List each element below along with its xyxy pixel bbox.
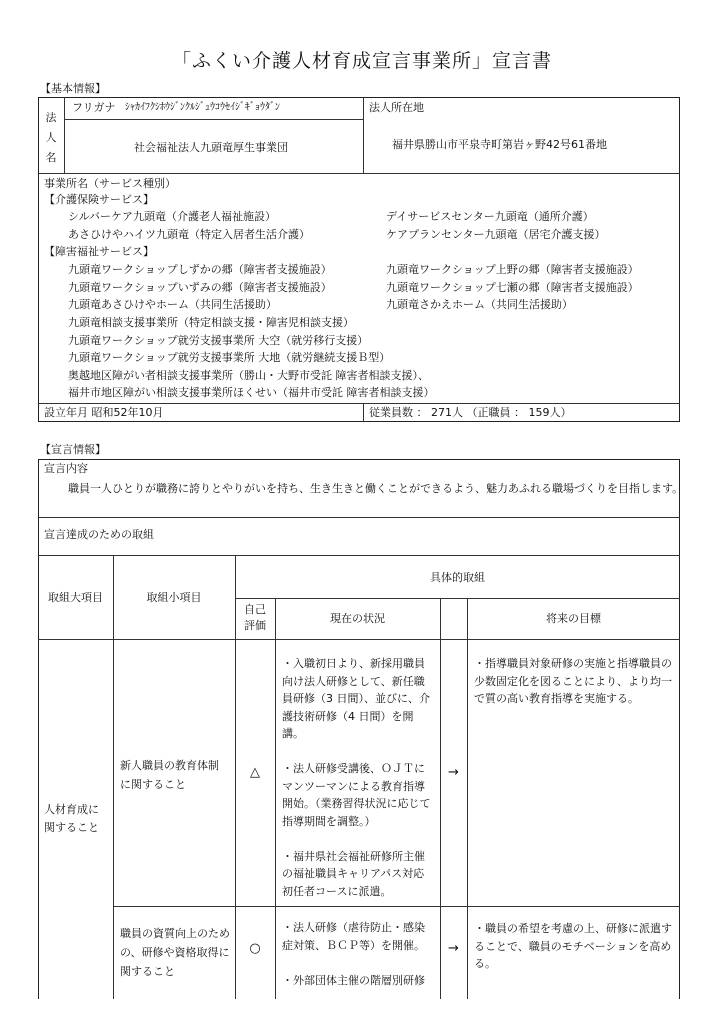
office-item: 九頭竜ワークショップしずかの郷（障害者支援施設） xyxy=(68,263,332,276)
office-item: あさひけやハイツ九頭竜（特定入居者生活介護） xyxy=(68,228,310,241)
office-item: 九頭竜相談支援事業所（特定相談支援・障害児相談支援） xyxy=(68,316,354,329)
declaration-section-label: 【宣言情報】 xyxy=(40,443,106,456)
employee-count: 従業員数 ： 271人 （正職員 ： 159人） xyxy=(369,406,572,419)
address-label: 法人所在地 xyxy=(369,101,424,114)
office-item: 九頭竜さかえホーム（共同生活援助） xyxy=(386,298,573,311)
office-item: ケアプランセンター九頭竜（居宅介護支援） xyxy=(386,228,606,241)
office-item: 奥越地区障がい者相談支援事業所（勝山・大野市受託 障害者相談支援）、 xyxy=(68,369,429,382)
current-status: ・入職初日より、新採用職員向け法人研修として、新任職員研修（3 日間）、並びに、介護技術研修（4 日間）を開講。 ・法人研修受講後、ＯＪＴにマンツーマンによる教育指導開始。（業務習得状況に応じて指導期間を調整。） ・福井県社会福祉研修所主催の福祉職員キャリアパス対応初任者コースに派遣。 xyxy=(282,657,431,898)
established-date: 設立年月 昭和52年10月 xyxy=(44,406,164,419)
furigana-value: ｼｬｶｲﾌｸｼﾎｳｼﾞﾝｸﾙｼﾞｭｳｺｳｾｲｼﾞｷﾞｮｳﾀﾞﾝ xyxy=(125,102,280,113)
office-item: 九頭竜ワークショップ就労支援事業所 大空（就労移行支援） xyxy=(68,334,369,347)
office-item: デイサービスセンター九頭竜（通所介護） xyxy=(386,210,594,223)
office-item: 九頭竜ワークショップ上野の郷（障害者支援施設） xyxy=(386,263,639,276)
offices-heading: 事業所名（サービス種別） xyxy=(44,177,176,190)
basic-section-label: 【基本情報】 xyxy=(40,82,106,95)
corp-label: 法 人 名 xyxy=(45,111,57,164)
future-goal: ・指導職員対象研修の実施と指導職員の少数固定化を図ることにより、より均一で質の高い教育指導を実施する。 xyxy=(474,657,672,705)
header-specific: 具体的取組 xyxy=(430,571,485,584)
shogai-heading: 【障害福祉サービス】 xyxy=(44,245,154,258)
self-eval: △ xyxy=(250,765,260,780)
page-title: 「ふくい介護人材育成宣言事業所」宣言書 xyxy=(171,50,552,72)
office-item: 九頭竜ワークショップ七瀬の郷（障害者支援施設） xyxy=(386,281,639,294)
office-item: シルバーケア九頭竜（介護老人福祉施設） xyxy=(68,210,276,223)
address-value: 福井県勝山市平泉寺町第岩ヶ野42号61番地 xyxy=(392,138,607,151)
declaration-content-text: 職員一人ひとりが職務に誇りとやりがいを持ち、生き生きと働くことができるよう、魅力あふれる職場づくりを目指します。 xyxy=(68,482,684,495)
arrow-icon: → xyxy=(448,765,459,780)
self-eval: ○ xyxy=(249,941,261,956)
header-major: 取組大項目 xyxy=(48,591,103,604)
header-future: 将来の目標 xyxy=(546,612,601,625)
corp-name: 社会福祉法人九頭竜厚生事業団 xyxy=(134,141,288,154)
declaration-content-label: 宣言内容 xyxy=(44,462,88,475)
office-item: 九頭竜ワークショップ就労支援事業所 大地（就労継続支援Ｂ型） xyxy=(68,351,391,364)
header-current: 現在の状況 xyxy=(330,612,385,625)
office-item: 九頭竜あさひけやホーム（共同生活援助） xyxy=(68,298,277,311)
header-minor: 取組小項目 xyxy=(146,591,202,604)
minor-item: 職員の資質向上のための、研修や資格取得に関すること xyxy=(120,927,230,978)
minor-item: 新人職員の教育体制 に関すること xyxy=(120,759,219,791)
future-goal: ・職員の希望を考慮の上、研修に派遣することで、職員のモチベーションを高める。 xyxy=(474,922,672,970)
arrow-icon: → xyxy=(448,941,459,956)
office-item: 福井市地区障がい相談支援事業所ほくせい（福井市受託 障害者相談支援） xyxy=(68,386,435,399)
major-item: 人材育成に 関すること xyxy=(44,803,99,834)
header-self-eval: 自己 評価 xyxy=(244,603,266,632)
office-item: 九頭竜ワークショップいずみの郷（障害者支援施設） xyxy=(68,281,332,294)
furigana-label: フリガナ xyxy=(72,101,116,114)
kaigo-heading: 【介護保険サービス】 xyxy=(44,193,154,206)
efforts-label: 宣言達成のための取組 xyxy=(44,528,154,541)
current-status: ・法人研修（虐待防止・感染症対策、ＢＣＰ等）を開催。 ・外部団体主催の階層別研修 xyxy=(282,921,425,987)
